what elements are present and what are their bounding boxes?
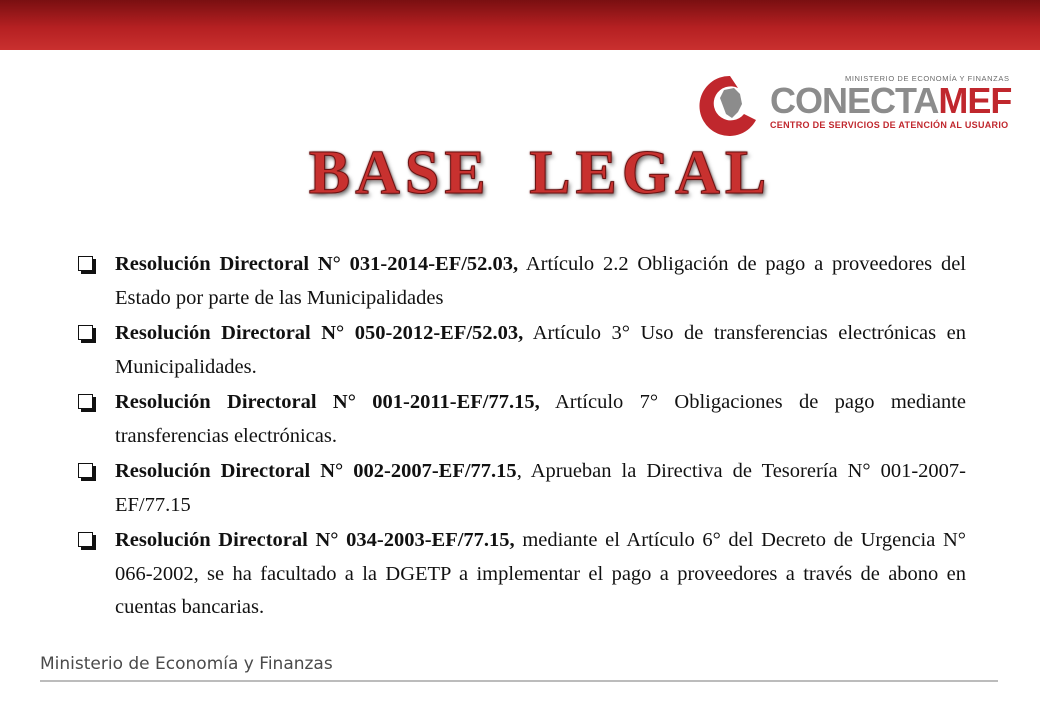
list-item [78,248,966,315]
checkbox-bullet-icon [78,394,93,409]
conectamef-logo [690,68,1020,140]
resolution-reference: Resolución Directoral N° 050-2012-EF/52.03, [115,322,524,344]
resolution-reference: Resolución Directoral N° 002-2007-EF/77.15 [115,460,517,482]
resolution-description: Artículo 7° Obligaciones de pago mediante transferencias electrónicas. [115,391,966,447]
resolution-description: Artículo 3° Uso de transferencias electrónicas en Municipalidades. [115,322,966,378]
footer-divider [40,680,998,682]
logo-ministry-text: MINISTERIO DE ECONOMÍA Y FINANZAS [845,74,1010,83]
checkbox-bullet-icon [78,532,93,547]
resolution-description: , Aprueban la Directiva de Tesorería N° 001-2007-EF/77.15 [115,460,966,516]
checkbox-bullet-icon [78,256,93,271]
logo-brand [770,80,1011,122]
resolution-description: mediante el Artículo 6° del Decreto de Urgencia N° 066-2002, se ha facultado a la DGETP a implementar el pago a proveedores a través de abono en cuentas bancarias. [115,529,966,618]
list-item [78,524,966,625]
logo-brand-main: CONECTA [770,80,939,121]
checkbox-bullet-icon [78,463,93,478]
resolution-reference: Resolución Directoral N° 031-2014-EF/52.03, [115,253,519,275]
list-item [78,455,966,522]
resolution-reference: Resolución Directoral N° 001-2011-EF/77.15, [115,391,540,413]
checkbox-bullet-icon [78,325,93,340]
logo-brand-accent: MEF [938,80,1012,121]
top-header-band [0,0,1040,50]
page-title: BASE LEGAL [308,139,772,207]
legal-basis-list [78,248,966,627]
list-item [78,386,966,453]
peru-map-c-icon [690,68,770,140]
resolution-reference: Resolución Directoral N° 034-2003-EF/77.15, [115,529,515,551]
list-item [78,317,966,384]
resolution-description: Artículo 2.2 Obligación de pago a proveedores del Estado por parte de las Municipalidades [115,253,966,309]
logo-tagline: CENTRO DE SERVICIOS DE ATENCIÓN AL USUARIO [770,120,1009,130]
footer-ministry-name: Ministerio de Economía y Finanzas [40,654,333,674]
